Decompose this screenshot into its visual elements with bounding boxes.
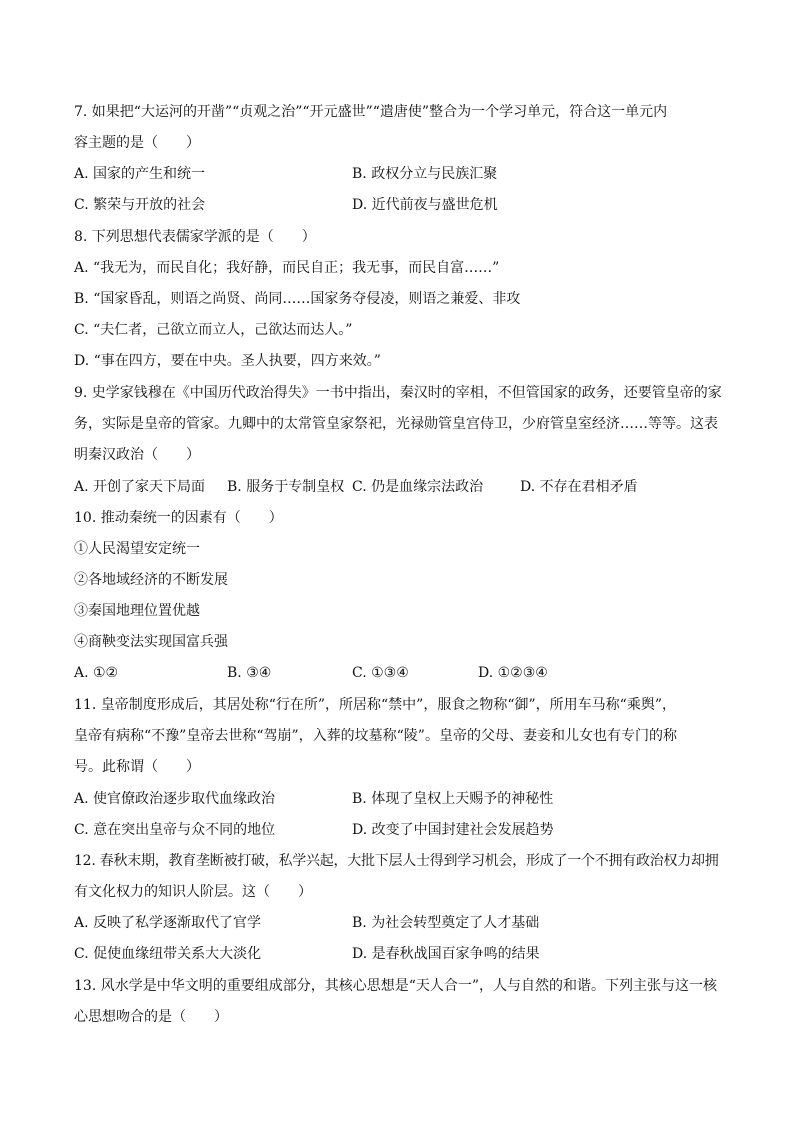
q10-item-2: ②各地域经济的不断发展	[74, 572, 228, 588]
q10-item-1: ①人民渴望安定统一	[74, 541, 200, 557]
q10-item-3: ③秦国地理位置优越	[74, 603, 200, 619]
q13-stem-line-2: 心思想吻合的是（ ）	[74, 1009, 228, 1025]
q12-stem-line-2: 有文化权力的知识人阶层。这（ ）	[74, 884, 312, 900]
q9-stem-line-2: 务，实际是皇帝的管家。九卿中的太常管皇家祭祀，光禄勋管皇宫侍卫，少府管皇室经济……等等。这表	[74, 416, 718, 432]
q8-option-a: A. “我无为，而民自化；我好静，而民自正；我无事，而民自富……”	[74, 260, 500, 276]
q11-stem-line-2: 皇帝有病称“不豫”皇帝去世称“驾崩”，入葬的坟墓称“陵”。皇帝的父母、妻妾和儿女也有专门的称	[74, 728, 677, 744]
q11-option-d: D. 改变了中国封建社会发展趋势	[352, 822, 554, 838]
q13-stem-line-1: 13. 风水学是中华文明的重要组成部分，其核心思想是“天人合一”，人与自然的和谐。下列主张与这一核	[74, 978, 718, 994]
q8-option-c: C. “夫仁者，己欲立而立人，己欲达而达人。”	[74, 322, 353, 338]
q9-stem-line-3: 明秦汉政治（ ）	[74, 447, 200, 463]
q9-option-c: C. 仍是血缘宗法政治	[352, 479, 484, 495]
q12-option-b: B. 为社会转型奠定了人才基础	[352, 915, 540, 931]
q12-stem-line-1: 12. 春秋末期，教育垄断被打破，私学兴起，大批下层人士得到学习机会，形成了一个不拥有政治权力却拥	[74, 853, 719, 869]
q8-stem: 8. 下列思想代表儒家学派的是（ ）	[74, 229, 316, 245]
q9-option-a: A. 开创了家天下局面	[74, 479, 206, 495]
q9-option-b: B. 服务于专制皇权	[227, 479, 345, 495]
q11-option-a: A. 使官僚政治逐步取代血缘政治	[74, 791, 276, 807]
q9-stem-line-1: 9. 史学家钱穆在《中国历代政治得失》一书中指出，秦汉时的宰相，不但管国家的政务，还要管皇帝的家	[74, 385, 722, 401]
q10-option-b: B. ③④	[227, 665, 272, 681]
q9-option-d: D. 不存在君相矛盾	[520, 479, 638, 495]
q12-option-c: C. 促使血缘纽带关系大大淡化	[74, 946, 262, 962]
q10-option-c: C. ①③④	[352, 665, 409, 681]
q10-item-4: ④商鞅变法实现国富兵强	[74, 634, 228, 650]
q7-option-c: C. 繁荣与开放的社会	[74, 197, 206, 213]
q7-stem-line-1: 7. 如果把“大运河的开凿”“贞观之治”“开元盛世”“遣唐使”整合为一个学习单元，符合这一单元内	[74, 104, 668, 120]
q7-option-a: A. 国家的产生和统一	[74, 166, 206, 182]
q11-stem-line-3: 号。此称谓（ ）	[74, 759, 200, 775]
q11-stem-line-1: 11. 皇帝制度形成后，其居处称“行在所”，所居称“禁中”，服食之物称“御”，所用车马称“乘舆”，	[74, 697, 676, 713]
q11-option-b: B. 体现了皇权上天赐予的神秘性	[352, 791, 554, 807]
q8-option-b: B. “国家昏乱，则语之尚贤、尚同……国家务夺侵凌，则语之兼爱、非攻	[74, 291, 521, 307]
q8-option-d: D. “事在四方，要在中央。圣人执要，四方来效。”	[74, 353, 381, 369]
q7-option-d: D. 近代前夜与盛世危机	[352, 197, 498, 213]
q10-stem: 10. 推动秦统一的因素有（ ）	[74, 510, 283, 526]
q10-option-d: D. ①②③④	[478, 665, 548, 681]
q10-option-a: A. ①②	[74, 665, 119, 681]
q12-option-d: D. 是春秋战国百家争鸣的结果	[352, 946, 540, 962]
q12-option-a: A. 反映了私学逐渐取代了官学	[74, 915, 262, 931]
q11-option-c: C. 意在突出皇帝与众不同的地位	[74, 822, 276, 838]
q7-stem-line-2: 容主题的是（ ）	[74, 135, 200, 151]
q7-option-b: B. 政权分立与民族汇聚	[352, 166, 498, 182]
